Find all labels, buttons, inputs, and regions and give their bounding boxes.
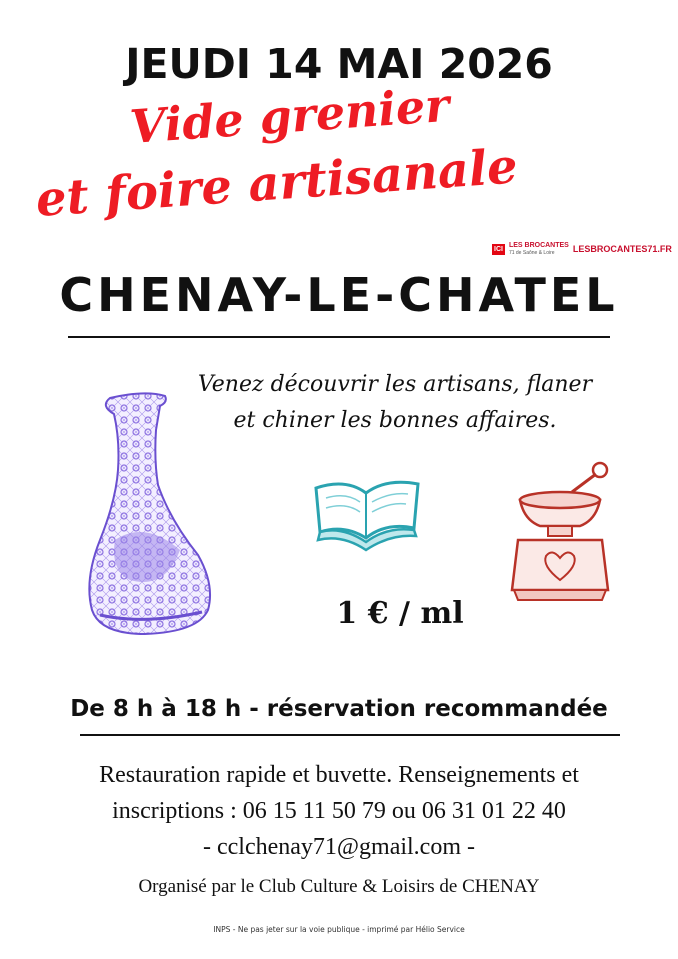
footer-note: INPS - Ne pas jeter sur la voie publique - imprimé par Hélio Service [213, 925, 465, 934]
coffee-grinder-illustration [500, 460, 620, 610]
info-line1: Restauration rapide et buvette. Renseignements et [99, 762, 579, 788]
divider-bottom [80, 734, 620, 736]
info-block [20, 757, 658, 865]
price-per-meter: 1 € / ml [336, 596, 464, 631]
brocantes-logo-text [509, 242, 569, 257]
book-illustration [306, 458, 426, 558]
vase-illustration [70, 390, 220, 640]
opening-hours: De 8 h à 18 h - réservation recommandée [70, 696, 608, 722]
brocantes-sub: 71 de Saône & Loire [508, 249, 555, 256]
town-name: CHENAY-LE-CHATEL [59, 268, 619, 322]
brocantes-site: LESBROCANTES71.FR [572, 244, 672, 254]
event-title-line1: Vide grenier [128, 77, 451, 154]
divider-top [68, 336, 610, 338]
tagline-line1: Venez découvrir les artisans, flaner [197, 372, 593, 397]
brocantes-brand: LES BROCANTES [508, 241, 569, 249]
info-email: - cclchenay71@gmail.com - [203, 834, 475, 860]
ici-logo: ICI [494, 245, 503, 253]
tagline-line2: et chiner les bonnes affaires. [233, 408, 557, 433]
event-date: JEUDI 14 MAI 2026 [125, 40, 553, 88]
lesbrocantes-logo [492, 238, 672, 260]
event-title-line2: et foire artisanale [34, 138, 520, 228]
organizer: Organisé par le Club Culture & Loisirs de CHENAY [138, 876, 540, 897]
info-phones: inscriptions : 06 15 11 50 79 ou 06 31 01 22 40 [112, 798, 566, 824]
tagline [150, 367, 640, 439]
